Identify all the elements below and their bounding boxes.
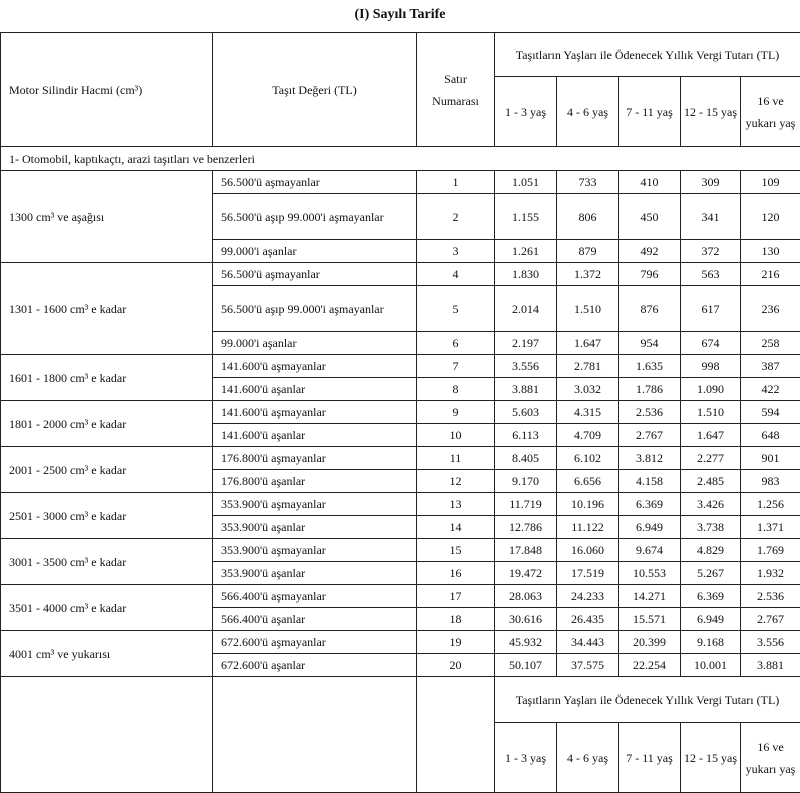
row-number-cell: 10 <box>417 424 495 447</box>
tax-amount-cell: 3.881 <box>495 378 557 401</box>
footer-empty-cell <box>1 677 213 793</box>
tax-amount-cell: 1.371 <box>741 516 800 539</box>
row-number-cell: 3 <box>417 240 495 263</box>
tax-amount-cell: 9.170 <box>495 470 557 493</box>
tax-amount-cell: 2.277 <box>681 447 741 470</box>
engine-volume-cell: 4001 cm³ ve yukarısı <box>1 631 213 677</box>
tax-amount-cell: 954 <box>619 332 681 355</box>
tax-amount-cell: 37.575 <box>557 654 619 677</box>
tax-amount-cell: 12.786 <box>495 516 557 539</box>
row-number-cell: 19 <box>417 631 495 654</box>
row-number-cell: 16 <box>417 562 495 585</box>
tax-amount-cell: 3.738 <box>681 516 741 539</box>
tax-amount-cell: 563 <box>681 263 741 286</box>
tax-amount-cell: 3.881 <box>741 654 800 677</box>
tax-amount-cell: 901 <box>741 447 800 470</box>
footer-header-age-5: 16 ve yukarı yaş <box>741 723 800 793</box>
tax-amount-cell: 1.510 <box>681 401 741 424</box>
vehicle-value-cell: 672.600'ü aşmayanlar <box>213 631 417 654</box>
footer-header-age-1: 1 - 3 yaş <box>495 723 557 793</box>
header-tax-amount: Taşıtların Yaşları ile Ödenecek Yıllık Vergi Tutarı (TL) <box>495 33 800 77</box>
row-number-cell: 1 <box>417 171 495 194</box>
tax-amount-cell: 1.090 <box>681 378 741 401</box>
vehicle-value-cell: 141.600'ü aşanlar <box>213 424 417 447</box>
header-vehicle-value: Taşıt Değeri (TL) <box>213 33 417 147</box>
tax-amount-cell: 6.102 <box>557 447 619 470</box>
tax-amount-cell: 6.949 <box>681 608 741 631</box>
tax-amount-cell: 998 <box>681 355 741 378</box>
tax-amount-cell: 876 <box>619 286 681 332</box>
table-row <box>1 585 800 608</box>
tax-amount-cell: 341 <box>681 194 741 240</box>
tax-amount-cell: 309 <box>681 171 741 194</box>
tax-amount-cell: 674 <box>681 332 741 355</box>
tax-amount-cell: 9.674 <box>619 539 681 562</box>
tax-amount-cell: 109 <box>741 171 800 194</box>
engine-volume-cell: 3501 - 4000 cm³ e kadar <box>1 585 213 631</box>
vehicle-value-cell: 566.400'ü aşmayanlar <box>213 585 417 608</box>
tax-amount-cell: 3.556 <box>741 631 800 654</box>
tax-amount-cell: 1.256 <box>741 493 800 516</box>
tax-amount-cell: 410 <box>619 171 681 194</box>
row-number-cell: 5 <box>417 286 495 332</box>
tax-amount-cell: 1.769 <box>741 539 800 562</box>
tax-amount-cell: 1.830 <box>495 263 557 286</box>
tax-amount-cell: 17.519 <box>557 562 619 585</box>
tax-amount-cell: 1.647 <box>557 332 619 355</box>
tax-amount-cell: 1.635 <box>619 355 681 378</box>
tax-amount-cell: 34.443 <box>557 631 619 654</box>
tax-amount-cell: 4.829 <box>681 539 741 562</box>
tax-amount-cell: 387 <box>741 355 800 378</box>
section-row <box>1 147 800 171</box>
tax-amount-cell: 30.616 <box>495 608 557 631</box>
tax-amount-cell: 236 <box>741 286 800 332</box>
engine-volume-cell: 2001 - 2500 cm³ e kadar <box>1 447 213 493</box>
tax-amount-cell: 22.254 <box>619 654 681 677</box>
tax-amount-cell: 492 <box>619 240 681 263</box>
row-number-cell: 8 <box>417 378 495 401</box>
tax-amount-cell: 1.261 <box>495 240 557 263</box>
table-row <box>1 171 800 194</box>
row-number-cell: 6 <box>417 332 495 355</box>
header-age-3: 7 - 11 yaş <box>619 77 681 147</box>
row-number-cell: 2 <box>417 194 495 240</box>
tax-amount-cell: 733 <box>557 171 619 194</box>
tax-amount-cell: 806 <box>557 194 619 240</box>
vehicle-value-cell: 566.400'ü aşanlar <box>213 608 417 631</box>
tax-amount-cell: 130 <box>741 240 800 263</box>
header-row <box>1 33 800 77</box>
tax-amount-cell: 3.812 <box>619 447 681 470</box>
row-number-cell: 15 <box>417 539 495 562</box>
tax-amount-cell: 1.510 <box>557 286 619 332</box>
tariff-table <box>0 32 800 793</box>
tax-amount-cell: 45.932 <box>495 631 557 654</box>
tax-amount-cell: 11.122 <box>557 516 619 539</box>
row-number-cell: 11 <box>417 447 495 470</box>
tax-amount-cell: 3.556 <box>495 355 557 378</box>
tax-amount-cell: 20.399 <box>619 631 681 654</box>
footer-header-age-2: 4 - 6 yaş <box>557 723 619 793</box>
tax-amount-cell: 2.781 <box>557 355 619 378</box>
tax-amount-cell: 28.063 <box>495 585 557 608</box>
tax-amount-cell: 1.051 <box>495 171 557 194</box>
tax-amount-cell: 2.536 <box>741 585 800 608</box>
row-number-cell: 7 <box>417 355 495 378</box>
vehicle-value-cell: 353.900'ü aşanlar <box>213 516 417 539</box>
tax-amount-cell: 50.107 <box>495 654 557 677</box>
footer-header-row <box>1 677 800 723</box>
tax-amount-cell: 216 <box>741 263 800 286</box>
tax-amount-cell: 5.603 <box>495 401 557 424</box>
engine-volume-cell: 1801 - 2000 cm³ e kadar <box>1 401 213 447</box>
header-age-4: 12 - 15 yaş <box>681 77 741 147</box>
tax-amount-cell: 6.656 <box>557 470 619 493</box>
row-number-cell: 20 <box>417 654 495 677</box>
vehicle-value-cell: 672.600'ü aşanlar <box>213 654 417 677</box>
tariff-table-container <box>0 32 800 793</box>
tax-amount-cell: 422 <box>741 378 800 401</box>
engine-volume-cell: 2501 - 3000 cm³ e kadar <box>1 493 213 539</box>
row-number-cell: 13 <box>417 493 495 516</box>
tax-amount-cell: 1.932 <box>741 562 800 585</box>
row-number-cell: 17 <box>417 585 495 608</box>
tax-amount-cell: 6.369 <box>681 585 741 608</box>
tax-amount-cell: 1.647 <box>681 424 741 447</box>
tax-amount-cell: 2.767 <box>619 424 681 447</box>
tax-amount-cell: 2.485 <box>681 470 741 493</box>
header-age-5: 16 ve yukarı yaş <box>741 77 800 147</box>
vehicle-value-cell: 56.500'ü aşmayanlar <box>213 171 417 194</box>
vehicle-value-cell: 141.600'ü aşmayanlar <box>213 355 417 378</box>
vehicle-value-cell: 353.900'ü aşmayanlar <box>213 539 417 562</box>
tax-amount-cell: 983 <box>741 470 800 493</box>
table-row <box>1 355 800 378</box>
header-row-number: Satır Numarası <box>417 33 495 147</box>
row-number-cell: 12 <box>417 470 495 493</box>
tax-amount-cell: 10.196 <box>557 493 619 516</box>
tax-amount-cell: 4.315 <box>557 401 619 424</box>
tax-amount-cell: 2.767 <box>741 608 800 631</box>
vehicle-value-cell: 176.800'ü aşanlar <box>213 470 417 493</box>
tax-amount-cell: 16.060 <box>557 539 619 562</box>
table-row <box>1 631 800 654</box>
tax-amount-cell: 796 <box>619 263 681 286</box>
tax-amount-cell: 3.032 <box>557 378 619 401</box>
table-row <box>1 493 800 516</box>
vehicle-value-cell: 56.500'ü aşıp 99.000'i aşmayanlar <box>213 194 417 240</box>
tax-amount-cell: 2.197 <box>495 332 557 355</box>
vehicle-value-cell: 99.000'i aşanlar <box>213 240 417 263</box>
tax-amount-cell: 450 <box>619 194 681 240</box>
tax-amount-cell: 8.405 <box>495 447 557 470</box>
tax-amount-cell: 10.001 <box>681 654 741 677</box>
tax-amount-cell: 617 <box>681 286 741 332</box>
header-age-1: 1 - 3 yaş <box>495 77 557 147</box>
table-row <box>1 263 800 286</box>
row-number-cell: 18 <box>417 608 495 631</box>
row-number-cell: 9 <box>417 401 495 424</box>
tax-amount-cell: 594 <box>741 401 800 424</box>
tax-amount-cell: 19.472 <box>495 562 557 585</box>
row-number-cell: 4 <box>417 263 495 286</box>
vehicle-value-cell: 353.900'ü aşmayanlar <box>213 493 417 516</box>
footer-empty-cell <box>417 677 495 793</box>
tax-amount-cell: 1.155 <box>495 194 557 240</box>
tax-amount-cell: 9.168 <box>681 631 741 654</box>
tax-amount-cell: 120 <box>741 194 800 240</box>
tax-amount-cell: 14.271 <box>619 585 681 608</box>
tax-amount-cell: 258 <box>741 332 800 355</box>
tax-amount-cell: 11.719 <box>495 493 557 516</box>
row-number-cell: 14 <box>417 516 495 539</box>
page-title: (I) Sayılı Tarife <box>0 6 800 24</box>
footer-header-tax-amount: Taşıtların Yaşları ile Ödenecek Yıllık Vergi Tutarı (TL) <box>495 677 800 723</box>
vehicle-value-cell: 141.600'ü aşanlar <box>213 378 417 401</box>
engine-volume-cell: 1301 - 1600 cm³ e kadar <box>1 263 213 355</box>
vehicle-value-cell: 99.000'i aşanlar <box>213 332 417 355</box>
tax-amount-cell: 6.949 <box>619 516 681 539</box>
vehicle-value-cell: 176.800'ü aşmayanlar <box>213 447 417 470</box>
engine-volume-cell: 3001 - 3500 cm³ e kadar <box>1 539 213 585</box>
tax-amount-cell: 372 <box>681 240 741 263</box>
footer-header-age-3: 7 - 11 yaş <box>619 723 681 793</box>
tax-amount-cell: 2.014 <box>495 286 557 332</box>
tax-amount-cell: 4.709 <box>557 424 619 447</box>
vehicle-value-cell: 141.600'ü aşmayanlar <box>213 401 417 424</box>
tax-amount-cell: 879 <box>557 240 619 263</box>
table-row <box>1 401 800 424</box>
tax-amount-cell: 17.848 <box>495 539 557 562</box>
tax-amount-cell: 1.786 <box>619 378 681 401</box>
vehicle-value-cell: 353.900'ü aşanlar <box>213 562 417 585</box>
tax-amount-cell: 26.435 <box>557 608 619 631</box>
footer-header-age-4: 12 - 15 yaş <box>681 723 741 793</box>
table-row <box>1 539 800 562</box>
header-age-2: 4 - 6 yaş <box>557 77 619 147</box>
tax-amount-cell: 3.426 <box>681 493 741 516</box>
tax-amount-cell: 10.553 <box>619 562 681 585</box>
tax-amount-cell: 4.158 <box>619 470 681 493</box>
header-engine-volume: Motor Silindir Hacmi (cm³) <box>1 33 213 147</box>
tax-amount-cell: 5.267 <box>681 562 741 585</box>
engine-volume-cell: 1300 cm³ ve aşağısı <box>1 171 213 263</box>
tax-amount-cell: 6.113 <box>495 424 557 447</box>
footer-empty-cell <box>213 677 417 793</box>
vehicle-value-cell: 56.500'ü aşıp 99.000'i aşmayanlar <box>213 286 417 332</box>
tax-amount-cell: 15.571 <box>619 608 681 631</box>
tax-amount-cell: 6.369 <box>619 493 681 516</box>
tax-amount-cell: 2.536 <box>619 401 681 424</box>
tax-amount-cell: 648 <box>741 424 800 447</box>
vehicle-value-cell: 56.500'ü aşmayanlar <box>213 263 417 286</box>
section-title: 1- Otomobil, kaptıkaçtı, arazi taşıtları ve benzerleri <box>1 147 800 171</box>
engine-volume-cell: 1601 - 1800 cm³ e kadar <box>1 355 213 401</box>
table-row <box>1 447 800 470</box>
tax-amount-cell: 24.233 <box>557 585 619 608</box>
tax-amount-cell: 1.372 <box>557 263 619 286</box>
